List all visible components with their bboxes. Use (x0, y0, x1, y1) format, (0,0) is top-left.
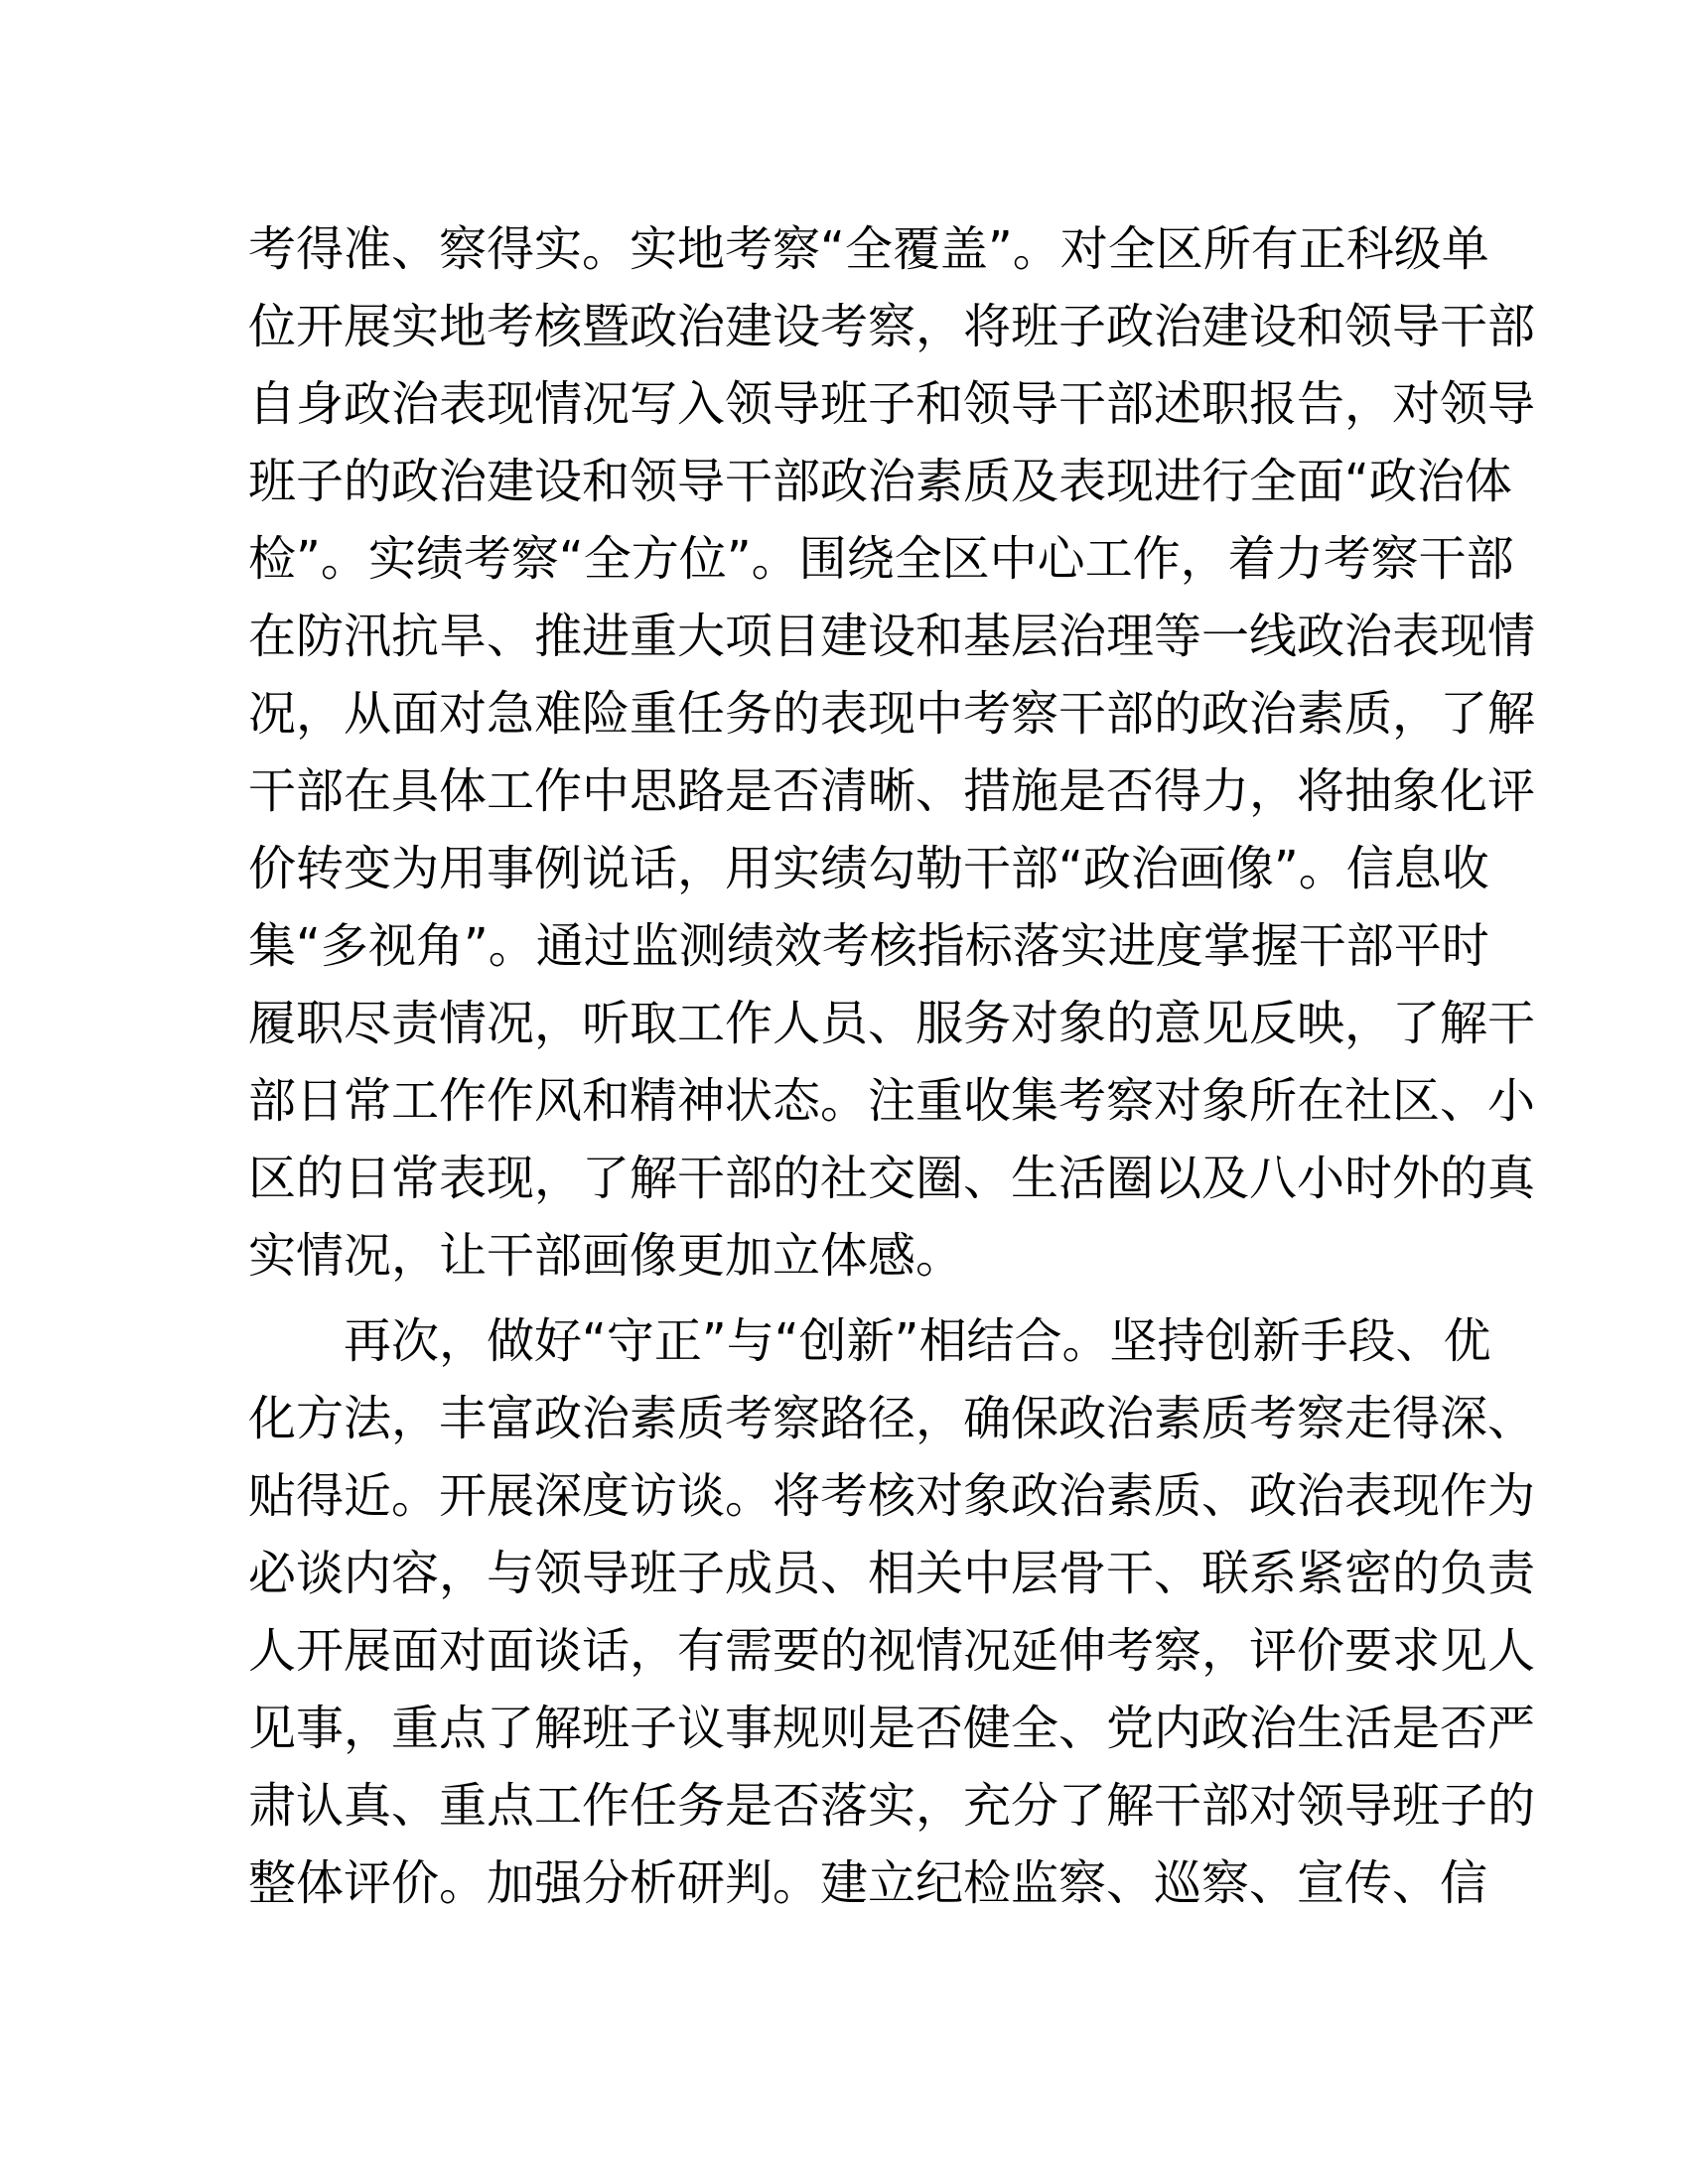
text-line: 自身政治表现情况写入领导班子和领导干部述职报告，对领导 (248, 376, 1536, 432)
text-line: 部日常工作作风和精神状态。注重收集考察对象所在社区、小 (248, 1073, 1536, 1129)
text-line: 整体评价。加强分析研判。建立纪检监察、巡察、宣传、信 (248, 1855, 1488, 1911)
text-line: 价转变为用事例说话，用实绩勾勒干部“政治画像”。信息收 (248, 841, 1489, 896)
text-line: 班子的政治建设和领导干部政治素质及表现进行全面“政治体 (248, 454, 1512, 509)
text-line: 在防汛抗旱、推进重大项目建设和基层治理等一线政治表现情 (248, 609, 1536, 664)
text-line: 人开展面对面谈话，有需要的视情况延伸考察，评价要求见人 (248, 1623, 1536, 1679)
text-line: 区的日常表现，了解干部的社交圈、生活圈以及八小时外的真 (248, 1151, 1536, 1206)
text-line: 干部在具体工作中思路是否清晰、措施是否得力，将抽象化评 (248, 763, 1536, 819)
text-line: 集“多视角”。通过监测绩效考核指标落实进度掌握干部平时 (248, 918, 1489, 974)
text-line: 必谈内容，与领导班子成员、相关中层骨干、联系紧密的负责 (248, 1546, 1536, 1601)
text-line: 化方法，丰富政治素质考察路径，确保政治素质考察走得深、 (248, 1391, 1536, 1446)
text-line: 再次，做好“守正”与“创新”相结合。坚持创新手段、优 (344, 1313, 1491, 1369)
text-line: 况，从面对急难险重任务的表现中考察干部的政治素质，了解 (248, 686, 1536, 742)
text-line: 位开展实地考核暨政治建设考察，将班子政治建设和领导干部 (248, 299, 1536, 354)
paragraph-2 (248, 1302, 1536, 1922)
text-line: 履职尽责情况，听取工作人员、服务对象的意见反映，了解干 (248, 996, 1536, 1051)
text-line: 肃认真、重点工作任务是否落实，充分了解干部对领导班子的 (248, 1778, 1536, 1834)
text-line: 见事，重点了解班子议事规则是否健全、党内政治生活是否严 (248, 1701, 1536, 1756)
text-line: 贴得近。开展深度访谈。将考核对象政治素质、政治表现作为 (248, 1468, 1536, 1524)
text-line: 实情况，让干部画像更加立体感。 (248, 1228, 964, 1284)
text-line: 检”。实绩考察“全方位”。围绕全区中心工作，着力考察干部 (248, 531, 1514, 587)
text-line: 考得准、察得实。实地考察“全覆盖”。对全区所有正科级单 (248, 221, 1489, 277)
paragraph-1 (248, 210, 1536, 1295)
